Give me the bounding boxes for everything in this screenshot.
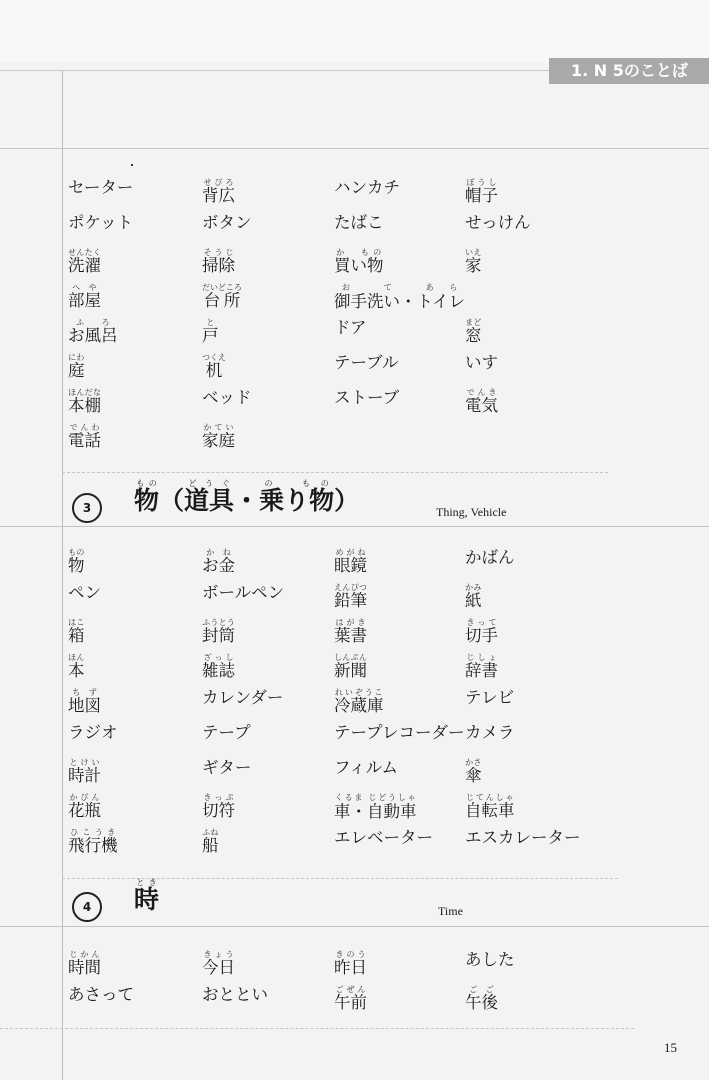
vocab-word: カレンダー [202,688,284,707]
vocab-word: かばん [465,548,515,567]
vocab-word: テーブル [334,353,399,372]
vocab-word: 帽子ぼうし [465,178,498,205]
vocab-word: 戸と [202,318,219,345]
section-number: 3 [72,493,102,523]
margin-line [62,70,63,1080]
vocab-word: エスカレーター [465,828,581,847]
chapter-tab: 1. N 5のことば [549,58,709,84]
vocab-word: 机つくえ [202,353,226,380]
vocab-word: 昨日きのう [334,950,367,977]
vocab-word: 物もの [68,548,85,575]
vocab-word: 午後ごご [465,985,498,1012]
vocab-word: ドア [334,318,367,337]
vocab-word: 船ふね [202,828,219,855]
vocab-word: 電話でんわ [68,423,101,450]
bottom-dashed [0,1028,634,1029]
section-3-top-dashed [62,472,608,473]
section-3-rule [0,526,709,527]
section-english-title: Time [438,904,463,918]
vocab-word: ポケット [68,213,134,232]
vocab-word: 御手洗い・トイレお て あら [334,283,466,311]
vocab-word: 電気でんき [465,388,498,415]
vocab-word: あした [465,950,515,969]
vocab-word: ストーブ [334,388,400,407]
vocab-word: 葉書はがき [334,618,367,645]
section-4-rule [0,926,709,927]
vocab-word: 切符きっぷ [202,793,235,820]
vocab-word: 傘かさ [465,758,482,785]
vocab-word: 冷蔵庫れいぞうこ [334,688,384,715]
section-title: 時とき [134,878,160,914]
vocab-word: お金かね [202,548,235,575]
vocab-word: 飛行機ひこうき [68,828,118,855]
vocab-word: ギター [202,758,252,777]
vocab-word: せっけん [465,213,531,232]
vocab-word: 辞書じしょ [465,653,498,680]
vocab-word: 自転車じてんしゃ [465,793,515,820]
vocab-word: 洗濯せんたく [68,248,101,275]
vocab-word: 車・自動車くるま じどうしゃ [334,793,417,821]
vocab-word: 地図ちず [68,688,101,715]
vocab-word: エレベーター [334,828,433,847]
vocab-word: テレビ [465,688,515,707]
vocab-word: たばこ [334,213,384,232]
section-english-title: Thing, Vehicle [436,505,507,519]
vocab-word: 家いえ [465,248,482,275]
vocab-word: カメラ [465,723,515,742]
section-number: 4 [72,892,102,922]
vocab-word: お風呂ふろ [68,318,118,345]
vocab-word: いす [465,353,498,372]
vocab-word: セーター [68,178,134,197]
page-number: 15 [664,1040,677,1055]
vocab-word: 花瓶かびん [68,793,101,820]
divider-line [0,148,709,149]
vocab-word: 本ほん [68,653,85,680]
vocab-word: 買い物か もの [334,248,384,275]
speck-dot [131,164,133,166]
vocab-word: ペン [68,583,101,602]
vocab-word: 新聞しんぶん [334,653,367,680]
vocab-word: 窓まど [465,318,482,345]
vocab-word: 鉛筆えんぴつ [334,583,367,610]
vocab-word: ラジオ [68,723,118,742]
vocab-word: ハンカチ [334,178,400,197]
vocab-word: 背広せびろ [202,178,235,205]
section-title: 物もの（道具どうぐ・乗り物の もの） [134,479,360,515]
top-band [0,0,709,62]
vocab-word: あさって [68,985,134,1004]
vocab-word: おととい [202,985,268,1004]
vocab-word: ボタン [202,213,252,232]
vocab-word: 眼鏡めがね [334,548,367,575]
vocab-word: 家庭かてい [202,423,235,450]
vocab-word: ベッド [202,388,252,407]
vocab-word: 今日きょう [202,950,235,977]
vocab-word: 本棚ほんだな [68,388,101,415]
vocab-word: フィルム [334,758,399,777]
vocab-word: テープ [202,723,251,742]
vocab-word: 時計とけい [68,758,101,785]
vocab-word: 時間じかん [68,950,101,977]
vocab-word: 箱はこ [68,618,85,645]
vocab-word: 庭にわ [68,353,85,380]
vocab-word: テープレコーダー [334,723,465,742]
vocab-word: ボールペン [202,583,285,602]
vocab-word: 紙かみ [465,583,482,610]
vocab-word: 午前ごぜん [334,985,367,1012]
vocab-word: 掃除そうじ [202,248,235,275]
vocab-word: 部屋へや [68,283,101,310]
vocab-word: 封筒ふうとう [202,618,235,645]
vocab-word: 雑誌ざっし [202,653,235,680]
vocab-word: 台所だいどころ [202,283,242,310]
vocab-word: 切手きって [465,618,498,645]
